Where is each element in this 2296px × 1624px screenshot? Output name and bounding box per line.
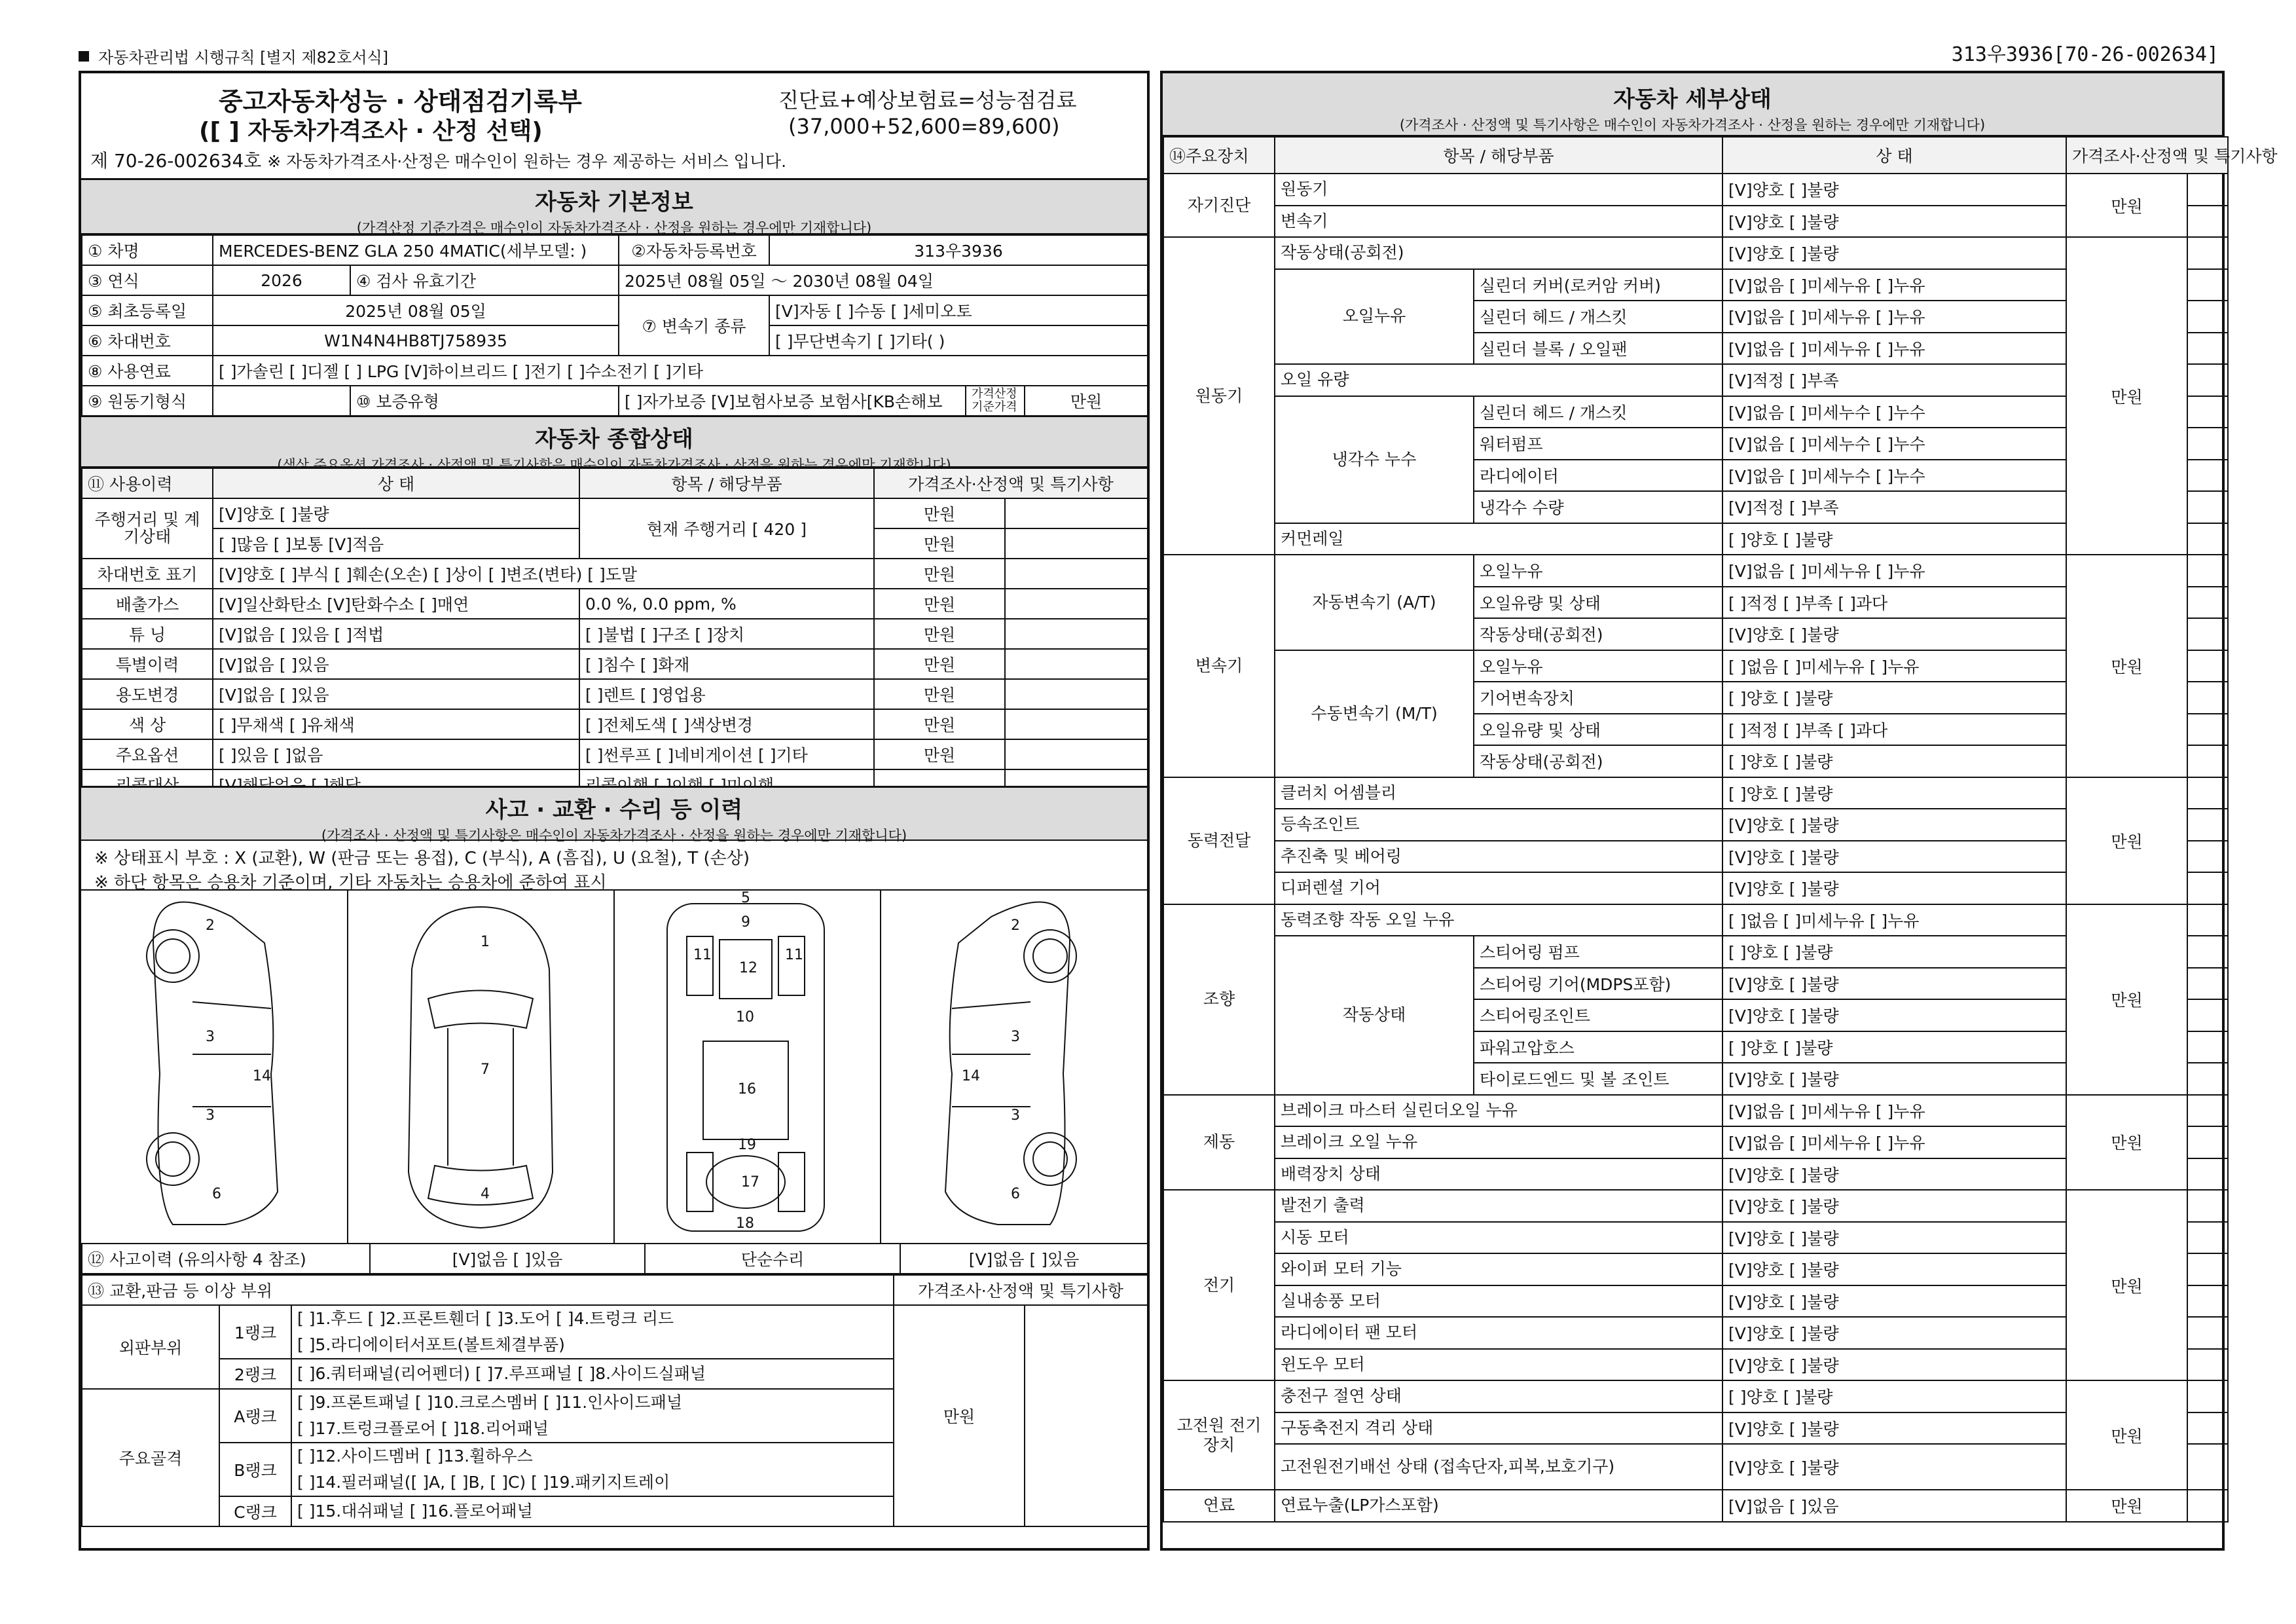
overall-row: 배출가스 [V]일산화탄소 [V]탄화수소 [ ]매연 0.0 %, 0.0 ppm, % 만원 (82, 589, 1148, 619)
svg-text:6: 6 (212, 1186, 221, 1202)
detail-row: 라디에이터 [V]없음 [ ]미세누수 [ ]누수 (1163, 460, 2228, 492)
svg-text:3: 3 (1011, 1107, 1020, 1124)
detail-row: 오일누유 실린더 커버(로커암 커버) [V]없음 [ ]미세누유 [ ]누유 (1163, 269, 2228, 301)
overall-row: 튜 닝 [V]없음 [ ]있음 [ ]적법 [ ]불법 [ ]구조 [ ]장치 만원 (82, 619, 1148, 649)
detail-row: 제동 브레이크 마스터 실린더오일 누유 [V]없음 [ ]미세누유 [ ]누유 만원 (1163, 1095, 2228, 1127)
svg-text:4: 4 (481, 1186, 490, 1202)
svg-text:16: 16 (738, 1081, 756, 1098)
overall-row: 주행거리 및 계기상태 [V]양호 [ ]불량 현재 주행거리 [ 420 ] 만원 (82, 498, 1148, 528)
detail-row: 구동축전지 격리 상태 [V]양호 [ ]불량 (1163, 1412, 2228, 1445)
form-reference: 자동차관리법 시행규칙 [별지 제82호서식] (79, 45, 388, 67)
accident-header: 사고 · 교환 · 수리 등 이력 (가격조사 · 산정액 및 특기사항은 매수인이 자동차가격조사 · 산정을 원하는 경우에만 기재합니다) (81, 786, 1147, 841)
rank-row: 외판부위 1랭크 [ ]1.후드 [ ]2.프론트휀더 [ ]3.도어 [ ]4.트렁크 리드 [ ]5.라디에이터서포트(볼트체결부품) 만원 (82, 1305, 1148, 1359)
detail-header: 자동차 세부상태 (가격조사 · 산정액 및 특기사항은 매수인이 자동차가격조사 · 산정을 원하는 경우에만 기재합니다) (1163, 73, 2222, 136)
title-block (81, 73, 1147, 178)
svg-text:2: 2 (1011, 917, 1020, 934)
svg-text:11: 11 (785, 947, 803, 963)
detail-row: 변속기 [V]양호 [ ]불량 (1163, 206, 2228, 238)
detail-row: 타이로드엔드 및 볼 조인트 [V]양호 [ ]불량 (1163, 1063, 2228, 1095)
detail-row: 실린더 블록 / 오일팬 [V]없음 [ ]미세누유 [ ]누유 (1163, 333, 2228, 365)
accident-legend: ※ 상태표시 부호 : X (교환), W (판금 또는 용접), C (부식), A (흠집), U (요철), T (손상) ※ 하단 항목은 승용차 기준이며, 기타 자동차는 승용차에 준하여 표시 (94, 849, 750, 893)
fee-value: (37,000+52,600=89,600) (788, 114, 1060, 139)
detail-row: 수동변속기 (M/T) 오일누유 [ ]없음 [ ]미세누유 [ ]누유 (1163, 650, 2228, 682)
overall-row: 용도변경 [V]없음 [ ]있음 [ ]렌트 [ ]영업용 만원 (82, 679, 1148, 709)
detail-row: 실린더 헤드 / 개스킷 [V]없음 [ ]미세누유 [ ]누유 (1163, 301, 2228, 333)
svg-text:11: 11 (693, 947, 712, 963)
detail-row: 오일유량 및 상태 [ ]적정 [ ]부족 [ ]과다 (1163, 587, 2228, 619)
svg-text:14: 14 (253, 1068, 271, 1084)
detail-row: 와이퍼 모터 기능 [V]양호 [ ]불량 (1163, 1253, 2228, 1285)
detail-row: 커먼레일 [ ]양호 [ ]불량 (1163, 523, 2228, 555)
basic-info-header: 자동차 기본정보 (가격산정 기준가격은 매수인이 자동차가격조사 · 산정을 원하는 경우에만 기재합니다) (81, 178, 1147, 234)
detail-row: 윈도우 모터 [V]양호 [ ]불량 (1163, 1349, 2228, 1381)
vehicle-id: 313우3936[70-26-002634] (1951, 43, 2219, 66)
svg-text:10: 10 (736, 1009, 754, 1025)
overall-row: 주요옵션 [ ]있음 [ ]없음 [ ]썬루프 [ ]네비게이션 [ ]기타 만원 (82, 739, 1148, 769)
detail-row: 작동상태(공회전) [V]양호 [ ]불량 (1163, 618, 2228, 650)
svg-text:2: 2 (206, 917, 215, 934)
overall-header: 자동차 종합상태 (색상,주요옵션,가격조사 · 산정액 및 특기사항은 매수인이 자동차가격조사 · 산정을 원하는 경우에만 기재합니다) (81, 415, 1147, 468)
detail-row: 동력전달 클러치 어셈블리 [ ]양호 [ ]불량 만원 (1163, 777, 2228, 809)
accident-table: ⑫ 사고이력 (유의사항 4 참조) [V]없음 [ ]있음 단순수리 [V]없음 [ ]있음 ⑬ 교환,판금 등 이상 부위 가격조사·산정액 및 특기사항 외판부위 1랭크 [ ]1.후드 [ ]2.프론트휀더 [ ]3.도어 [ ]4.트렁크 리드 [ ]5.라디에이터서포트(볼트체결부품) 만원 2랭크 [ ]6.쿼터패널(리어펜더) [ ]7.루프패널 [ ]8.사이드실패널 주요골격 A랭크 [ ]9.프론트패널 [ ]10.크로스멤버 [ ]11.인사이드패널 [ ]17.트렁크플로어 [ ]18.리어패널 B랭크 [ ]12.사이드멤버 [ ]13.휠하우스 [ ]14.필러패널([ ]A, [ ]B, [ ]C) [ ]19.패키지트레이 C랭크 [ ]15.대쉬패널 [ ]16.플로어패널 (81, 1243, 1147, 1527)
overall-row: 특별이력 [V]없음 [ ]있음 [ ]침수 [ ]화재 만원 (82, 649, 1148, 679)
svg-text:1: 1 (481, 934, 490, 950)
fee-label: 진단료+예상보험료=성능점검료 (778, 88, 1077, 113)
rank-row: 2랭크 [ ]6.쿼터패널(리어펜더) [ ]7.루프패널 [ ]8.사이드실패널 (82, 1359, 1148, 1389)
detail-row: 오일유량 및 상태 [ ]적정 [ ]부족 [ ]과다 (1163, 714, 2228, 746)
detail-row: 디퍼렌셜 기어 [V]양호 [ ]불량 (1163, 872, 2228, 904)
detail-row: 브레이크 오일 누유 [V]없음 [ ]미세누유 [ ]누유 (1163, 1126, 2228, 1158)
detail-row: 변속기 자동변속기 (A/T) 오일누유 [V]없음 [ ]미세누유 [ ]누유 만원 (1163, 555, 2228, 587)
detail-row: 고전원전기배선 상태 (접속단자,피복,보호기구) [V]양호 [ ]불량 (1163, 1444, 2228, 1490)
svg-text:7: 7 (481, 1061, 490, 1078)
basic-info-table: ① 차명 MERCEDES-BENZ GLA 250 4MATIC(세부모델: ) ②자동차등록번호 313우3936 ③ 연식 2026 ④ 검사 유효기간 2025년 08월 05일 ～ 2030년 08월 04일 ⑤ 최초등록일 2025년 08월 05일 ⑦ 변속기 종류 [V]자동 [ ]수동 [ ]세미오토 ⑥ 차대번호 W1N4N4HB8TJ758935 [ ]무단변속기 [ ]기타( ) ⑧ 사용연료 [ ]가솔린 [ ]디젤 [ ] LPG [V]하이브리드 [ ]전기 [ ]수소전기 [ ]기타 ⑨ 원동기형식 ⑩ 보증유형 [ ]자가보증 [V]보험사보증 보험사[KB손해보 가격산정 기준가격 만원 (81, 234, 1147, 416)
svg-text:9: 9 (741, 914, 750, 931)
square-bullet-icon (79, 51, 89, 62)
detail-row: 오일 유량 [V]적정 [ ]부족 (1163, 364, 2228, 396)
svg-text:3: 3 (206, 1029, 215, 1045)
overall-row: 색 상 [ ]무채색 [ ]유채색 [ ]전체도색 [ ]색상변경 만원 (82, 709, 1148, 739)
detail-row: 기어변속장치 [ ]양호 [ ]불량 (1163, 682, 2228, 714)
detail-row: 작동상태 스티어링 펌프 [ ]양호 [ ]불량 (1163, 936, 2228, 968)
doc-subtitle: ([ ] 자동차가격조사 · 산정 선택) (199, 118, 543, 145)
rank-row: C랭크 [ ]15.대쉬패널 [ ]16.플로어패널 (82, 1496, 1148, 1526)
detail-row: 등속조인트 [V]양호 [ ]불량 (1163, 809, 2228, 841)
svg-text:5: 5 (741, 890, 750, 906)
detail-row: 스티어링조인트 [V]양호 [ ]불량 (1163, 999, 2228, 1031)
svg-text:19: 19 (738, 1137, 756, 1153)
detail-row: 전기 발전기 출력 [V]양호 [ ]불량 만원 (1163, 1190, 2228, 1222)
car-damage-diagram (81, 891, 1147, 1244)
svg-text:17: 17 (741, 1174, 759, 1190)
overall-row: [ ]많음 [ ]보통 [V]적음 만원 (82, 528, 1148, 559)
svg-text:6: 6 (1011, 1186, 1020, 1202)
svg-text:18: 18 (736, 1215, 754, 1232)
rank-row: 주요골격 A랭크 [ ]9.프론트패널 [ ]10.크로스멤버 [ ]11.인사이드패널 [ ]17.트렁크플로어 [ ]18.리어패널 (82, 1389, 1148, 1443)
detail-row: 고전원 전기장치 충전구 절연 상태 [ ]양호 [ ]불량 만원 (1163, 1380, 2228, 1412)
detail-row: 조향 동력조향 작동 오일 누유 [ ]없음 [ ]미세누유 [ ]누유 만원 (1163, 904, 2228, 936)
detail-row: 워터펌프 [V]없음 [ ]미세누수 [ ]누수 (1163, 428, 2228, 460)
svg-text:12: 12 (739, 960, 757, 976)
doc-number: 제 70-26-002634호 (90, 150, 262, 172)
detail-row: 시동 모터 [V]양호 [ ]불량 (1163, 1222, 2228, 1254)
detail-row: 냉각수 누수 실린더 헤드 / 개스킷 [V]없음 [ ]미세누수 [ ]누수 (1163, 396, 2228, 428)
detail-table: ⑭주요장치 항목 / 해당부품 상 태 가격조사·산정액 및 특기사항 자기진단 원동기 [V]양호 [ ]불량 만원 변속기 [V]양호 [ ]불량 원동기 작동상태(공회전) [V]양호 [ ]불량 만원 오일누유 실린더 커버(로커암 커버) [V]없음 [ ]미세누유 [ ]누유 실린더 헤드 / 개스킷 [V]없음 [ ]미세누유 [ ]누유 실린더 블록 / 오일팬 [V]없음 [ ]미세누유 [ ]누유 오일 유량 [V]적정 [ ]부족 냉각수 누수 실린더 헤드 / 개스킷 [V]없음 [ ]미세누수 [ ]누수 워터펌프 [V]없음 [ ]미세누수 [ ]누수 라디에이터 [V]없음 [ ]미세누수 [ ]누수 냉각수 수량 [V]적정 [ ]부족 커먼레일 [ ]양호 [ ]불량 변속기 자동변속기 (A/T) 오일누유 [V]없음 [ ]미세누유 [ ]누유 만원 오일유량 및 상태 [ ]적정 [ ]부족 [ ]과다 작동상태(공회전) [V]양호 [ ]불량 수동변속기 (M/T) 오일누유 [ ]없음 [ ]미세누유 [ ]누유 기어변속장치 [ ]양호 [ ]불량 오일유량 및 상태 [ ]적정 [ ]부족 [ ]과다 작동상태(공회전) [ ]양호 [ ]불량 동력전달 클러치 어셈블리 [ ]양호 [ ]불량 만원 등속조인트 [V]양호 [ ]불량 추진축 및 베어링 [V]양호 [ ]불량 디퍼렌셜 기어 [V]양호 [ ]불량 조향 동력조향 작동 오일 누유 [ ]없음 [ ]미세누유 [ ]누유 만원 작동상태 스티어링 펌프 [ ]양호 [ ]불량 스티어링 기어(MDPS포함) [V]양호 [ ]불량 스티어링조인트 [V]양호 [ ]불량 파워고압호스 [ ]양호 [ ]불량 타이로드엔드 및 볼 조인트 [V]양호 [ ]불량 제동 브레이크 마스터 실린더오일 누유 [V]없음 [ ]미세누유 [ ]누유 만원 브레이크 오일 누유 [V]없음 [ ]미세누유 [ ]누유 배력장치 상태 [V]양호 [ ]불량 전기 발전기 출력 [V]양호 [ ]불량 만원 시동 모터 [V]양호 [ ]불량 와이퍼 모터 기능 [V]양호 [ ]불량 실내송풍 모터 [V]양호 [ ]불량 라디에이터 팬 모터 [V]양호 [ ]불량 윈도우 모터 [V]양호 [ ]불량 고전원 전기장치 충전구 절연 상태 [ ]양호 [ ]불량 만원 구동축전지 격리 상태 [V]양호 [ ]불량 고전원전기배선 상태 (접속단자,피복,보호기구) [V]양호 [ ]불량 연료 연료누출(LP가스포함) [V]없음 [ ]있음 만원 (1163, 136, 2222, 1522)
detail-row: 배력장치 상태 [V]양호 [ ]불량 (1163, 1158, 2228, 1190)
detail-row: 라디에이터 팬 모터 [V]양호 [ ]불량 (1163, 1317, 2228, 1349)
car-diagram (81, 889, 1147, 1243)
detail-row: 냉각수 수량 [V]적정 [ ]부족 (1163, 491, 2228, 523)
left-panel (79, 71, 1150, 1551)
svg-text:14: 14 (962, 1068, 980, 1084)
detail-row: 원동기 작동상태(공회전) [V]양호 [ ]불량 만원 (1163, 237, 2228, 269)
rank-row: B랭크 [ ]12.사이드멤버 [ ]13.휠하우스 [ ]14.필러패널([ ]A, [ ]B, [ ]C) [ ]19.패키지트레이 (82, 1443, 1148, 1496)
overall-row: 차대번호 표기 [V]양호 [ ]부식 [ ]훼손(오손) [ ]상이 [ ]변조(변타) [ ]도말 만원 (82, 559, 1148, 589)
detail-row: 실내송풍 모터 [V]양호 [ ]불량 (1163, 1285, 2228, 1318)
detail-row: 자기진단 원동기 [V]양호 [ ]불량 만원 (1163, 174, 2228, 206)
right-panel (1160, 71, 2278, 1551)
overall-table: ⑪ 사용이력 상 태 항목 / 해당부품 가격조사·산정액 및 특기사항 주행거리 및 계기상태 [V]양호 [ ]불량 현재 주행거리 [ 420 ] 만원 [ ]많음 [ ]보통 [V]적음 만원 차대번호 표기 [V]양호 [ ]부식 [ ]훼손(오손) [ ]상이 [ ]변조(변타) [ ]도말 만원 배출가스 [V]일산화탄소 [V]탄화수소 [ ]매연 0.0 %, 0.0 ppm, % 만원 튜 닝 [V]없음 [ ]있음 [ ]적법 [ ]불법 [ ]구조 [ ]장치 만원 특별이력 [V]없음 [ ]있음 [ ]침수 [ ]화재 만원 용도변경 [V]없음 [ ]있음 [ ]렌트 [ ]영업용 만원 색 상 [ ]무채색 [ ]유채색 [ ]전체도색 [ ]색상변경 만원 주요옵션 [ ]있음 [ ]없음 [ ]썬루프 [ ]네비게이션 [ ]기타 만원 (81, 468, 1147, 800)
detail-row: 추진축 및 베어링 [V]양호 [ ]불량 (1163, 841, 2228, 873)
svg-text:3: 3 (1011, 1029, 1020, 1045)
detail-row: 작동상태(공회전) [ ]양호 [ ]불량 (1163, 745, 2228, 777)
notice: ※ 자동차가격조사·산정은 매수인이 원하는 경우 제공하는 서비스 입니다. (267, 152, 787, 171)
detail-row: 연료 연료누출(LP가스포함) [V]없음 [ ]있음 만원 (1163, 1490, 2228, 1522)
svg-text:3: 3 (206, 1107, 215, 1124)
doc-title: 중고자동차성능 · 상태점검기록부 (219, 87, 582, 116)
detail-row: 스티어링 기어(MDPS포함) [V]양호 [ ]불량 (1163, 968, 2228, 1000)
detail-row: 파워고압호스 [ ]양호 [ ]불량 (1163, 1031, 2228, 1063)
